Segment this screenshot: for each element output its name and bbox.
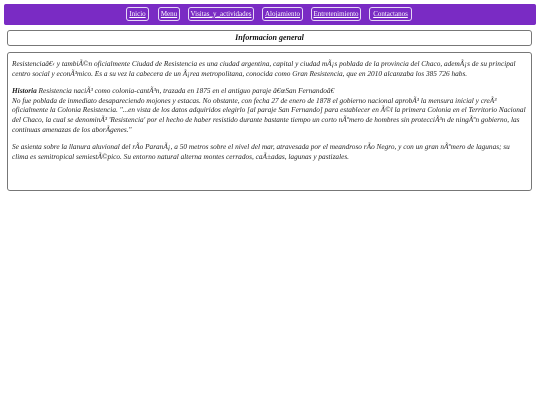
nav-link-alojamiento[interactable]: Alojamiento [262, 7, 303, 21]
nav-link-entretenimiento[interactable]: Entretenimiento [311, 7, 361, 21]
geography-paragraph: Se asienta sobre la llanura aluvional del rÃo ParanÃ¡, a 50 metros sobre el nivel del mar, atravesada por el meandroso rÃo Negro, y con un gran nÃºmero de lagunas; su clima es semitropical semiestÃ©pico. Su entorno natural alterna montes cerrados, caÃ±adas, lagunas y pastizales. [12, 142, 510, 161]
content-panel [7, 52, 532, 191]
history-label: Historia [12, 86, 37, 96]
nav-link-inicio[interactable]: Inicio [126, 7, 149, 21]
history-body: No fue poblada de inmediato desapareciendo mojones y estacas. No obstante, con fecha 27 de enero de 1878 el gobierno nacional aprobÃ³ la mensura inicial y creÃ³ oficialmente la Colonia Resistencia. "...en vista de los datos adquiridos elegirlo [al paraje San Fernando] para establecer en Ã©l la primera Colonia en el Territorio Nacional del Chaco, la cual se denominÃ³ 'Resistencia' por el hecho de haber resistido durante bastante tiempo un corto nÃºmero de hombres sin protecciÃ³n de ningÃºn gobierno, las continuas amenazas de los aborÃgenes." [12, 95, 526, 134]
nav-link-contactanos[interactable]: Contactanos [369, 7, 412, 21]
nav-link-visitas-y-actividades[interactable]: Visitas_y_actividades [188, 7, 254, 21]
history-first-line: Resistencia naciÃ³ como colonia-cantÃ³n, trazada en 1875 en el antiguo paraje â€œSan Fernandoâ€ [36, 86, 335, 96]
nav-link-menu[interactable]: Menu [158, 7, 180, 21]
intro-paragraph: Resistenciaâ€‹ y tambiÃ©n oficialmente Ciudad de Resistencia es una ciudad argentina, capital y ciudad mÃ¡s poblada de la provincia del Chaco, ademÃ¡s de su principal centro social y econÃ³mico. Es a su vez la cabecera de un Ã¡rea metropolitana, conocida como Gran Resistencia, que en 2010 alcanzaba los 385 726 habs. [12, 59, 516, 78]
top-navigation-bar [4, 4, 536, 25]
history-paragraph [12, 86, 527, 134]
paragraph-spacer [12, 78, 527, 86]
section-title: Informacion general [7, 30, 532, 46]
paragraph-spacer [12, 134, 527, 142]
